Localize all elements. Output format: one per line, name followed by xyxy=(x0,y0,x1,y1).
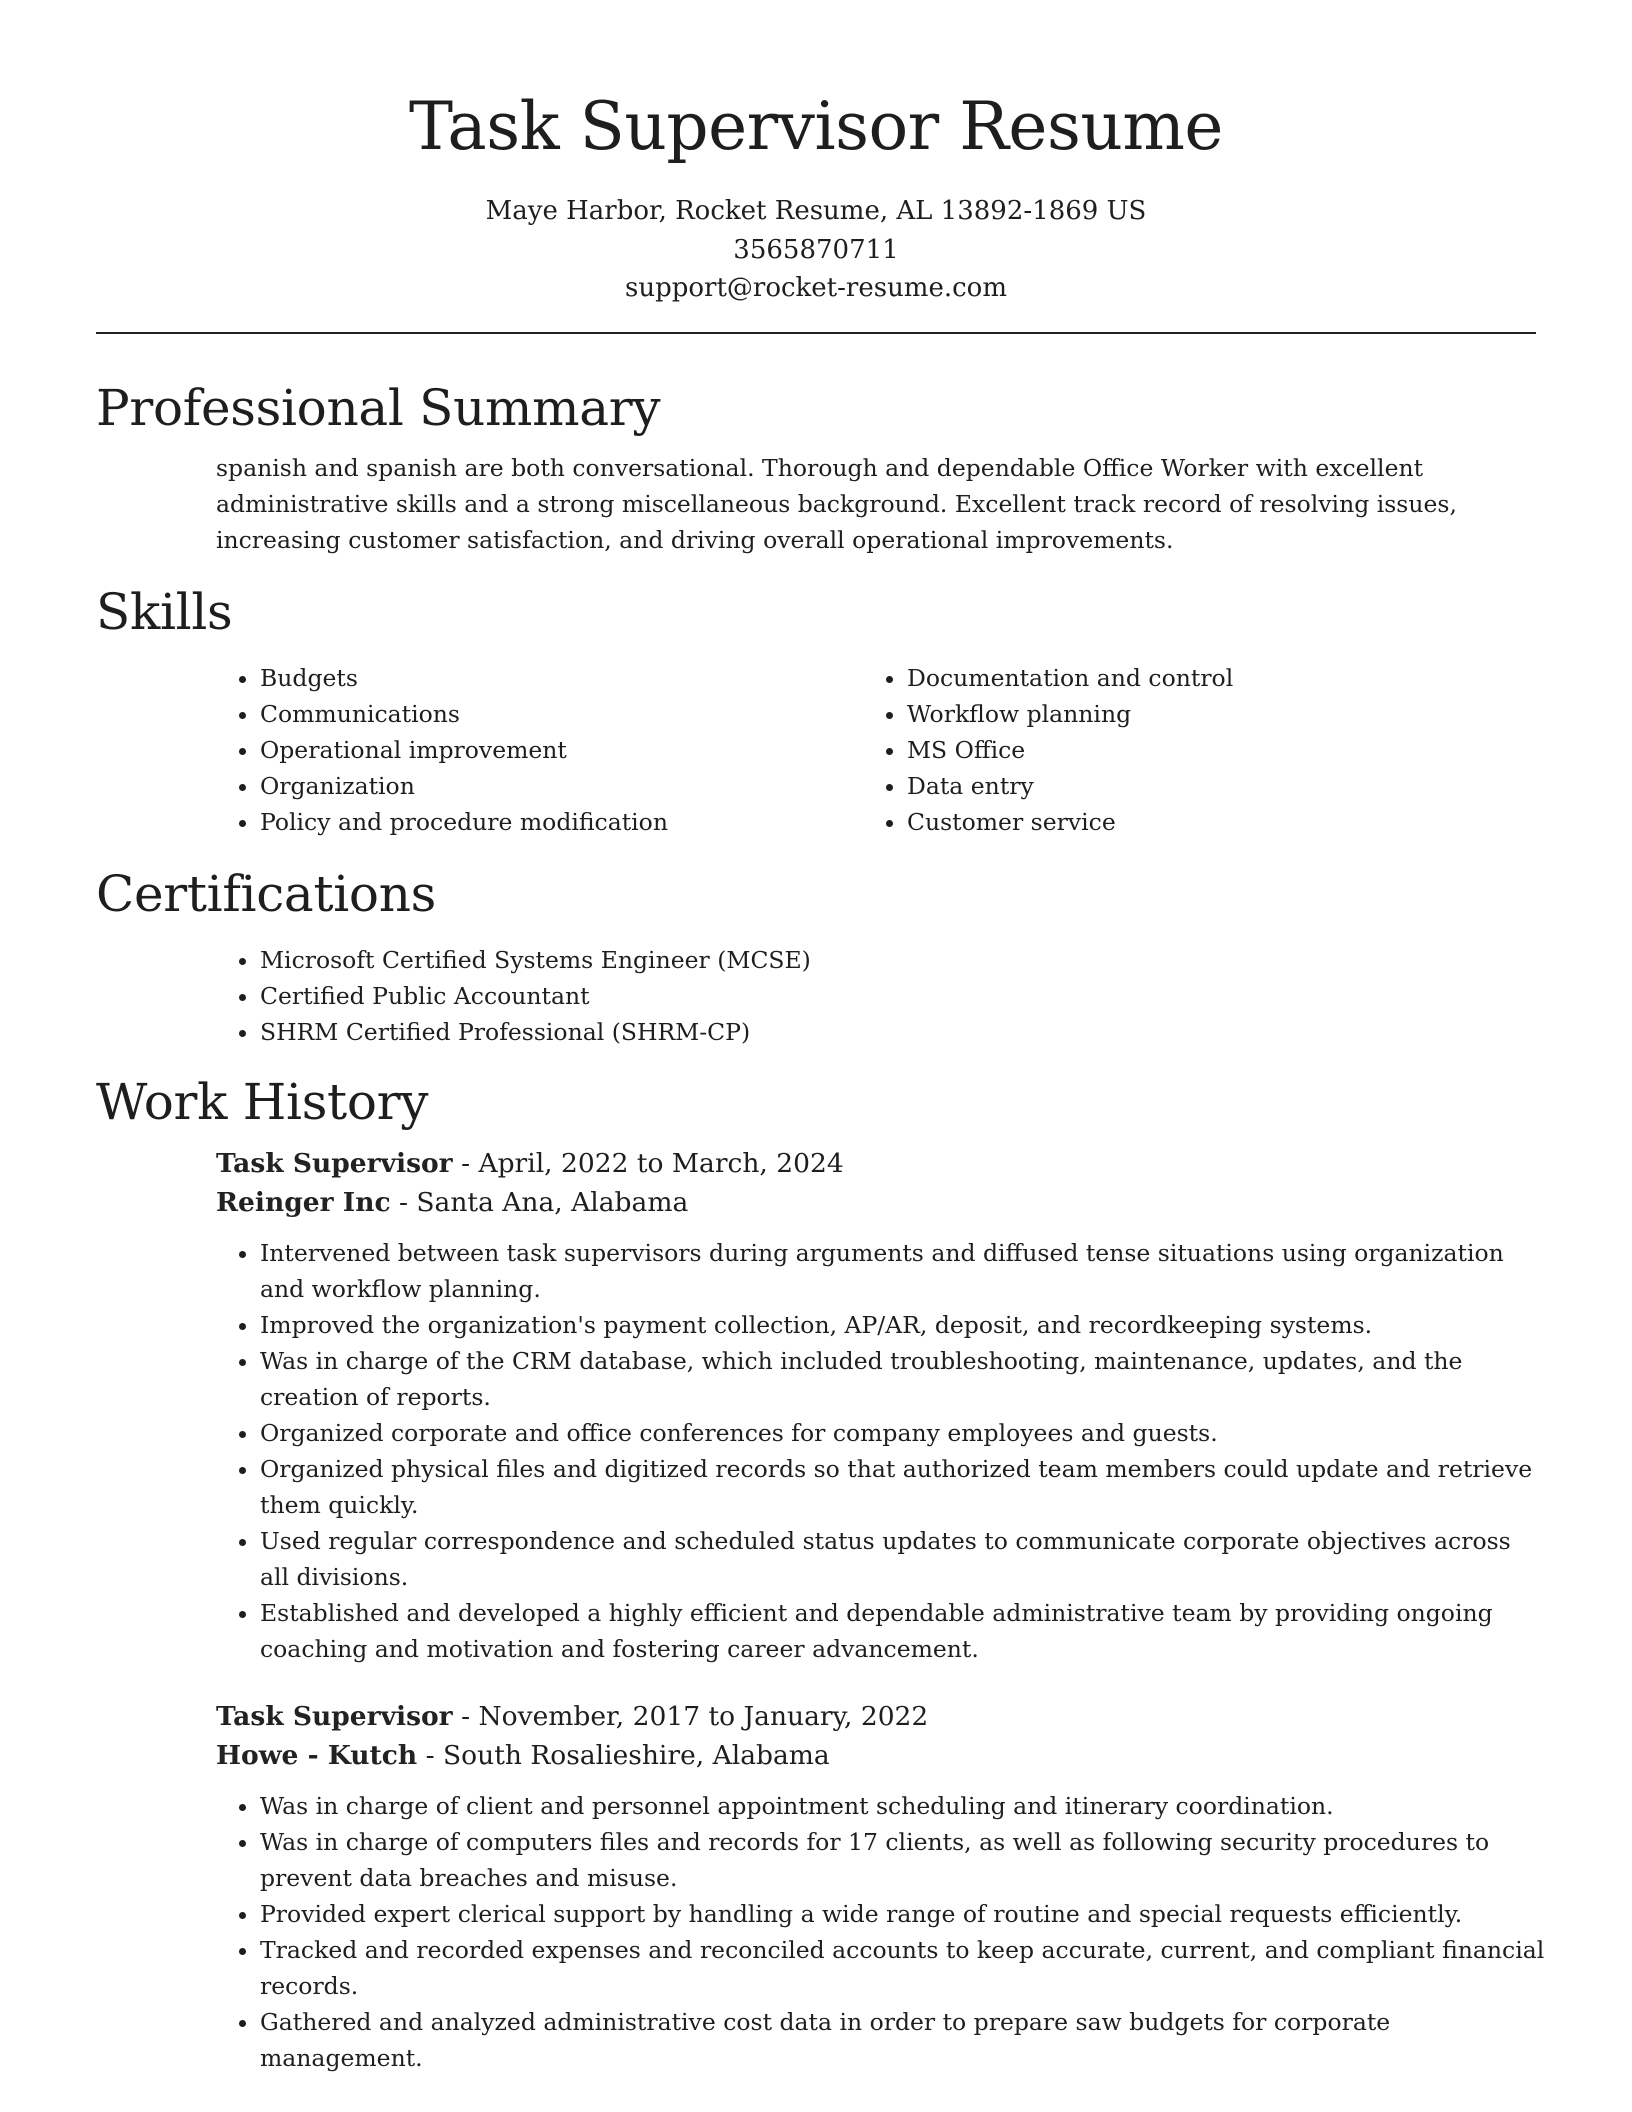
job-bullet: • Used regular correspondence and scheduled status updates to communicate corporate objectives across all divisions. xyxy=(260,1523,1546,1595)
skill-item: • Data entry xyxy=(907,768,1407,804)
job-entry xyxy=(216,1697,1546,2076)
contact-address: Maye Harbor, Rocket Resume, AL 13892-1869 US xyxy=(485,196,1147,226)
certification-item: • Microsoft Certified Systems Engineer (MCSE) xyxy=(260,942,1536,978)
job-company: Reinger Inc xyxy=(216,1186,391,1218)
summary-heading: Professional Summary xyxy=(96,378,661,437)
job-role: Task Supervisor xyxy=(216,1147,453,1179)
job-bullet: • Established and developed a highly efficient and dependable administrative team by providing ongoing coaching and motivation and fostering career advancement. xyxy=(260,1595,1546,1667)
header-divider xyxy=(96,332,1536,334)
job-title-line: Task Supervisor - April, 2022 to March, 2024 xyxy=(216,1147,844,1179)
skill-item: • Documentation and control xyxy=(907,660,1407,696)
job-bullet: • Provided expert clerical support by handling a wide range of routine and special requests efficiently. xyxy=(260,1896,1546,1932)
job-header xyxy=(216,1697,1546,1775)
job-header xyxy=(216,1144,1546,1222)
skill-item: • Communications xyxy=(260,696,760,732)
certification-item: • Certified Public Accountant xyxy=(260,978,1536,1014)
skill-item: • Operational improvement xyxy=(260,732,760,768)
work-history-heading: Work History xyxy=(96,1072,429,1131)
job-company: Howe - Kutch xyxy=(216,1739,418,1771)
job-dates: November, 2017 to January, 2022 xyxy=(478,1700,929,1732)
skill-item: • Organization xyxy=(260,768,760,804)
job-bullets xyxy=(216,1235,1546,1667)
job-bullet: • Gathered and analyzed administrative cost data in order to prepare saw budgets for corporate management. xyxy=(260,2004,1546,2076)
contact-block xyxy=(96,192,1536,308)
job-bullet: • Organized corporate and office conferences for company employees and guests. xyxy=(260,1415,1546,1451)
contact-email: support@rocket-resume.com xyxy=(624,273,1007,303)
skills-list xyxy=(96,660,1536,840)
job-location: South Rosalieshire, Alabama xyxy=(443,1739,830,1771)
job-title-line: Task Supervisor - November, 2017 to January, 2022 xyxy=(216,1700,929,1732)
job-bullet: • Intervened between task supervisors during arguments and diffused tense situations using organization and workflow planning. xyxy=(260,1235,1546,1307)
job-bullet: • Tracked and recorded expenses and reconciled accounts to keep accurate, current, and compliant financial records. xyxy=(260,1932,1546,2004)
summary-text: spanish and spanish are both conversational. Thorough and dependable Office Worker with excellent administrative skills and a strong miscellaneous background. Excellent track record of resolving issues, increasing customer satisfaction, and driving overall operational improvements. xyxy=(216,453,1457,554)
job-bullet: • Organized physical files and digitized records so that authorized team members could update and retrieve them quickly. xyxy=(260,1451,1546,1523)
job-bullet: • Was in charge of the CRM database, which included troubleshooting, maintenance, updates, and the creation of reports. xyxy=(260,1343,1546,1415)
job-bullet: • Improved the organization's payment collection, AP/AR, deposit, and recordkeeping systems. xyxy=(260,1307,1546,1343)
skill-item: • Customer service xyxy=(907,804,1407,840)
job-dates: April, 2022 to March, 2024 xyxy=(478,1147,844,1179)
skills-heading: Skills xyxy=(96,582,233,641)
skills-column-right xyxy=(760,660,1407,840)
contact-phone: 3565870711 xyxy=(733,234,899,265)
skill-item: • Workflow planning xyxy=(907,696,1407,732)
skill-item: • MS Office xyxy=(907,732,1407,768)
job-bullet: • Was in charge of computers files and records for 17 clients, as well as following security procedures to prevent data breaches and misuse. xyxy=(260,1824,1546,1896)
job-bullet: • Was in charge of client and personnel appointment scheduling and itinerary coordination. xyxy=(260,1788,1546,1824)
resume-title: Task Supervisor Resume xyxy=(409,88,1223,165)
job-role: Task Supervisor xyxy=(216,1700,453,1732)
resume-header xyxy=(96,0,1536,308)
job-bullets xyxy=(216,1788,1546,2076)
job-entry xyxy=(216,1144,1546,1667)
resume-page xyxy=(96,0,1545,2076)
job-company-line: Howe - Kutch - South Rosalieshire, Alabama xyxy=(216,1739,830,1771)
certification-item: • SHRM Certified Professional (SHRM-CP) xyxy=(260,1014,1536,1050)
skill-item: • Policy and procedure modification xyxy=(260,804,760,840)
skills-column-left xyxy=(96,660,760,840)
certifications-list xyxy=(96,942,1536,1050)
job-company-line: Reinger Inc - Santa Ana, Alabama xyxy=(216,1186,689,1218)
certifications-heading: Certifications xyxy=(96,864,436,923)
job-location: Santa Ana, Alabama xyxy=(416,1186,689,1218)
skill-item: • Budgets xyxy=(260,660,760,696)
